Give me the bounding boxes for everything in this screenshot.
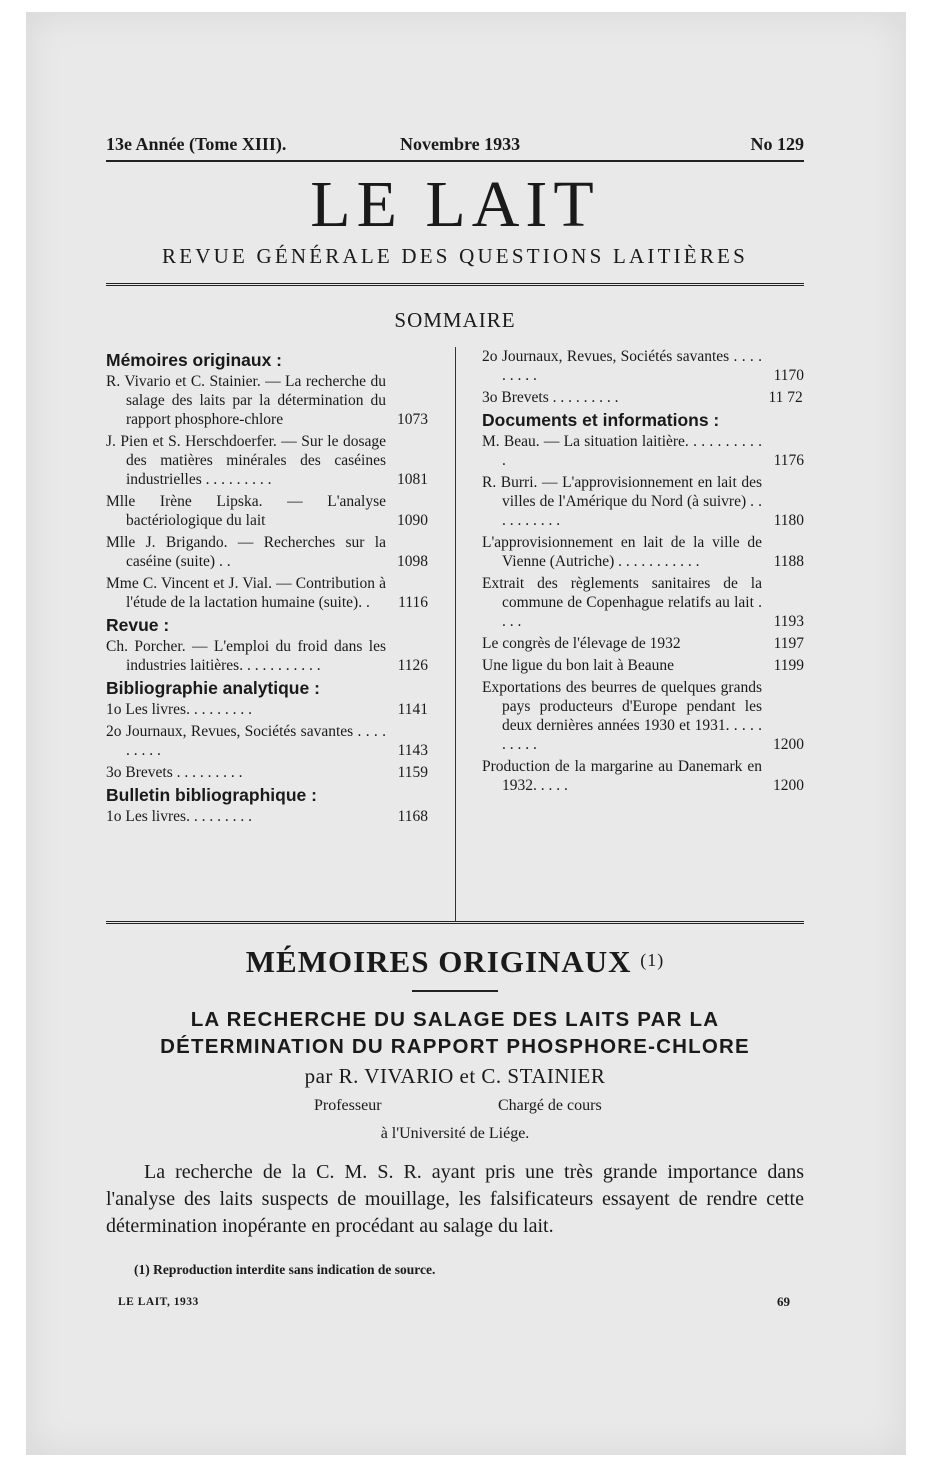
toc-entry-page: 1159 [397, 764, 428, 781]
toc-entry-text: 3o Brevets . . . . . . . . . [106, 764, 243, 781]
toc-entry-text: Extrait des règlements sanitaires de la commune de Copenhague relatifs au lait . . . . [482, 575, 762, 630]
journal-title: LE LAIT [310, 168, 600, 241]
issue-header [106, 120, 804, 160]
toc-entry-text: M. Beau. — La situation laitière. . . . . . . . . . . [482, 433, 762, 469]
toc-list-revue [106, 637, 428, 675]
masthead-rule [106, 283, 804, 288]
section-rule [412, 990, 498, 992]
toc-entry-page: 1193 [773, 613, 804, 630]
toc-entry-text: Production de la margarine au Danemark en 1932. . . . . [482, 758, 762, 794]
toc-entry-text: Mlle Irène Lipska. — L'analyse bactériologique du lait [106, 493, 386, 529]
toc-section-heading: Mémoires originaux : [106, 350, 283, 370]
issue-number: No 129 [750, 134, 804, 154]
toc-list-documents [482, 432, 804, 795]
toc-list-bulletin-cont [482, 347, 804, 407]
footer-journal: LE LAIT, 1933 [118, 1296, 199, 1308]
toc-bottom-rule [106, 921, 804, 926]
toc-entry-page: 1141 [397, 701, 428, 718]
toc-entry-page: 1168 [397, 808, 428, 825]
author-affiliation: à l'Université de Liége. [380, 1125, 530, 1142]
toc-entry [106, 533, 428, 571]
toc-entry-page: 1199 [773, 657, 804, 674]
table-of-contents [106, 347, 804, 921]
footnote: (1) Reproduction interdite sans indication de source. [134, 1262, 436, 1277]
section-title-text: MÉMOIRES ORIGINAUX [245, 944, 632, 979]
toc-entry-text: R. Vivario et C. Stainier. — La recherche du salage des laits par la détermination du rapport phosphore-chlore [106, 373, 386, 428]
journal-subtitle: REVUE GÉNÉRALE DES QUESTIONS LAITIÈRES [162, 244, 748, 268]
toc-entry [482, 533, 804, 571]
article-title [106, 1006, 804, 1060]
toc-entry-page: 1098 [397, 553, 428, 570]
toc-entry-page: 1170 [773, 367, 804, 384]
toc-entry [482, 634, 804, 653]
toc-entry-page: 1197 [773, 635, 804, 652]
toc-entry-page: 1073 [397, 411, 428, 428]
toc-entry [106, 722, 428, 760]
toc-entry [106, 637, 428, 675]
toc-entry-page: 1081 [397, 471, 428, 488]
toc-entry-text: 2o Journaux, Revues, Sociétés savantes . . . . . . . . . [482, 348, 762, 384]
toc-entry-text: 1o Les livres. . . . . . . . . [106, 701, 252, 718]
toc-entry-text: L'approvisionnement en lait de la ville de Vienne (Autriche) . . . . . . . . . . . [482, 534, 762, 570]
toc-list-bulletin [106, 807, 428, 826]
sommaire-heading: SOMMAIRE [394, 308, 516, 332]
toc-entry-page: 1090 [397, 512, 428, 529]
author-role: Chargé de cours [498, 1097, 602, 1114]
toc-entry-text: 1o Les livres. . . . . . . . . [106, 808, 252, 825]
toc-section-heading: Bibliographie analytique : [106, 678, 320, 698]
toc-list-biblio [106, 700, 428, 782]
page-footer [106, 1292, 804, 1322]
toc-entry-page: 1188 [773, 553, 804, 570]
toc-entry [482, 757, 804, 795]
toc-entry-page: 1180 [773, 512, 804, 529]
toc-entry [106, 574, 428, 612]
toc-entry [482, 473, 804, 530]
footnote-reference: (1) [640, 950, 665, 970]
toc-entry [482, 678, 804, 754]
toc-entry-page: 1200 [773, 777, 804, 794]
section-title [106, 944, 804, 980]
toc-entry [482, 574, 804, 631]
toc-entry-text: Mlle J. Brigando. — Recherches sur la caséine (suite) . . [106, 534, 386, 570]
toc-entry-page: 11 72 [768, 389, 803, 406]
toc-entry [106, 763, 428, 782]
header-rule [106, 160, 804, 162]
article-body: La recherche de la C. M. S. R. ayant pris une très grande importance dans l'analyse des laits suspects de mouillage, les falsificateurs essayent de rendre cette détermination inopérante en procédant au salage du lait. [106, 1161, 804, 1237]
toc-entry [106, 492, 428, 530]
toc-entry-page: 1200 [773, 736, 804, 753]
toc-entry-text: J. Pien et S. Herschdoerfer. — Sur le dosage des matières minérales des caséines industrielles . . . . . . . . . [106, 433, 386, 488]
toc-entry-page: 1143 [397, 742, 428, 759]
toc-entry-text: Ch. Porcher. — L'emploi du froid dans les industries laitières. . . . . . . . . . . [106, 638, 386, 674]
author-roles [106, 1097, 804, 1123]
toc-entry-text: Exportations des beurres de quelques grands pays producteurs d'Europe pendant les deux dernières années 1930 et 1931. . . . . . . . . . [482, 679, 762, 753]
toc-entry-text: 2o Journaux, Revues, Sociétés savantes . . . . . . . . . [106, 723, 386, 759]
toc-entry [482, 432, 804, 470]
toc-section-heading: Bulletin bibliographique : [106, 785, 317, 805]
toc-entry-page: 1126 [397, 657, 428, 674]
year-volume: 13e Année (Tome XIII). [106, 134, 287, 154]
toc-entry-page: 1176 [773, 452, 804, 469]
article-byline: par R. VIVARIO et C. STAINIER [304, 1064, 606, 1088]
page-number: 69 [777, 1294, 790, 1309]
toc-section-heading: Documents et informations : [482, 410, 720, 430]
toc-entry-text: Une ligue du bon lait à Beaune [482, 657, 674, 674]
toc-section-heading: Revue : [106, 615, 170, 635]
article-title-line: DÉTERMINATION DU RAPPORT PHOSPHORE-CHLORE [160, 1035, 750, 1058]
toc-entry [482, 388, 804, 407]
toc-left-column [106, 347, 428, 829]
toc-list-memoires [106, 372, 428, 612]
toc-entry [106, 700, 428, 719]
toc-entry-page: 1116 [398, 594, 428, 611]
toc-entry [482, 347, 804, 385]
toc-entry [482, 656, 804, 675]
article-title-line: LA RECHERCHE DU SALAGE DES LAITS PAR LA [190, 1008, 720, 1031]
journal-page [106, 120, 804, 1322]
toc-entry [106, 372, 428, 429]
issue-date: Novembre 1933 [400, 134, 521, 154]
toc-entry [106, 432, 428, 489]
author-role: Professeur [314, 1097, 382, 1114]
toc-entry-text: Mme C. Vincent et J. Vial. — Contribution à l'étude de la lactation humaine (suite). . [106, 575, 386, 611]
toc-entry-text: 3o Brevets . . . . . . . . . [482, 389, 619, 406]
toc-right-column [482, 347, 804, 798]
column-divider [455, 347, 456, 921]
toc-entry-text: Le congrès de l'élevage de 1932 [482, 635, 681, 652]
toc-entry-text: R. Burri. — L'approvisionnement en lait des villes de l'Amérique du Nord (à suivre) . . . . . . . . . . [482, 474, 762, 529]
toc-entry [106, 807, 428, 826]
